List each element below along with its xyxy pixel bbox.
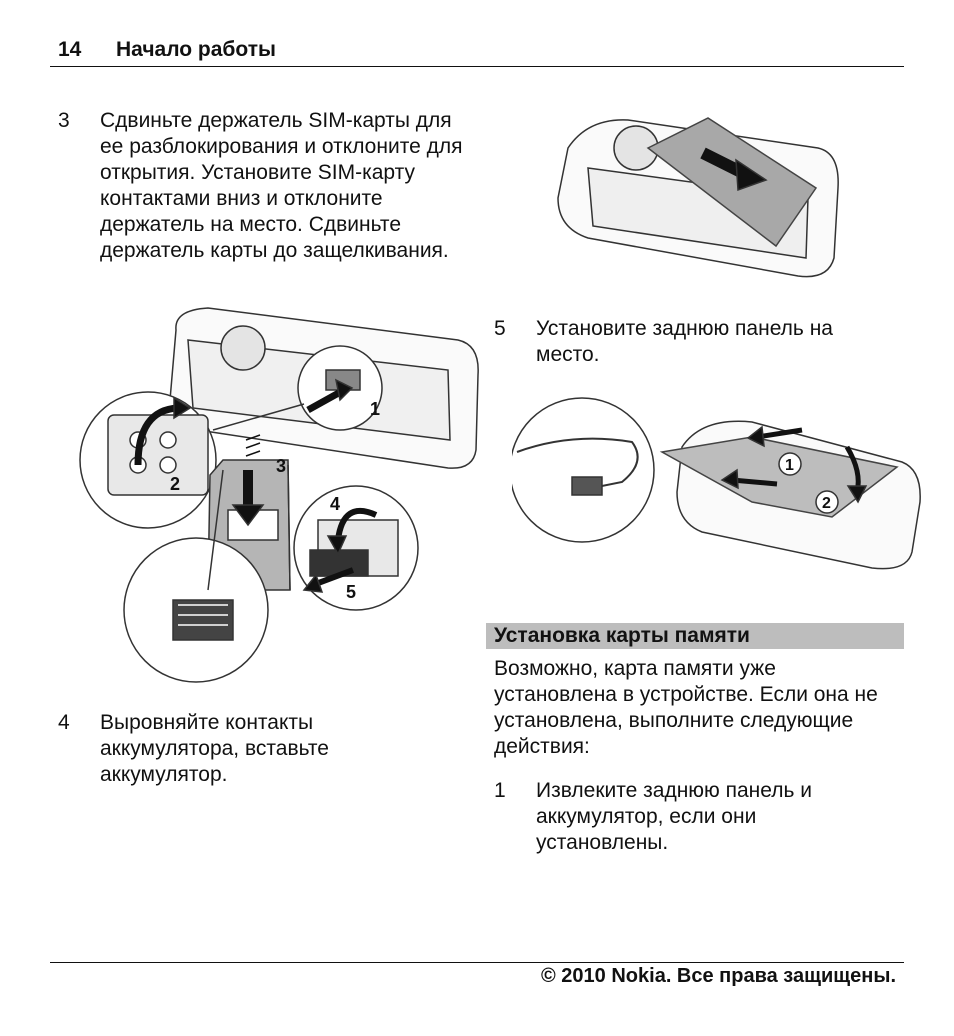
page-header [50,36,904,67]
battery-illustration [548,108,843,288]
section-title: Начало работы [116,38,276,61]
cover-callout-1: 1 [785,457,794,474]
heading-text: Установка карты памяти [494,624,750,647]
step-number: 4 [58,711,70,734]
step-text: Сдвиньте держатель SIM-карты для ее разблокирования и отклоните для открытия. Установите SIM-карту контактами вниз и отклоните держатель на место. Сдвиньте держатель карты до защелкивания. [100,109,463,262]
callout-5: 5 [346,582,357,602]
callout-4: 4 [330,494,341,514]
callout-3: 3 [276,456,287,476]
callout-2: 2 [170,474,181,494]
memory-card-intro: Возможно, карта памяти уже установлена в устройстве. Если она не установлена, выполните следующие действия: [494,657,878,758]
footer-rule [50,962,904,963]
back-cover-illustration [512,392,924,582]
cover-callout-2: 2 [822,495,831,512]
step-number: 5 [494,317,506,340]
callout-1: 1 [370,399,381,419]
page-number: 14 [58,38,82,61]
copyright: © 2010 Nokia. Все права защищены. [541,965,896,987]
step-text: Установите заднюю панель на место. [536,317,833,366]
sim-card-illustration [78,300,480,684]
step-number: 1 [494,779,506,802]
step-text: Извлеките заднюю панель и аккумулятор, если они установлены. [536,779,813,854]
step-text: Выровняйте контакты аккумулятора, вставьте аккумулятор. [100,711,329,786]
step-number: 3 [58,109,70,132]
memory-card-heading [486,623,904,649]
